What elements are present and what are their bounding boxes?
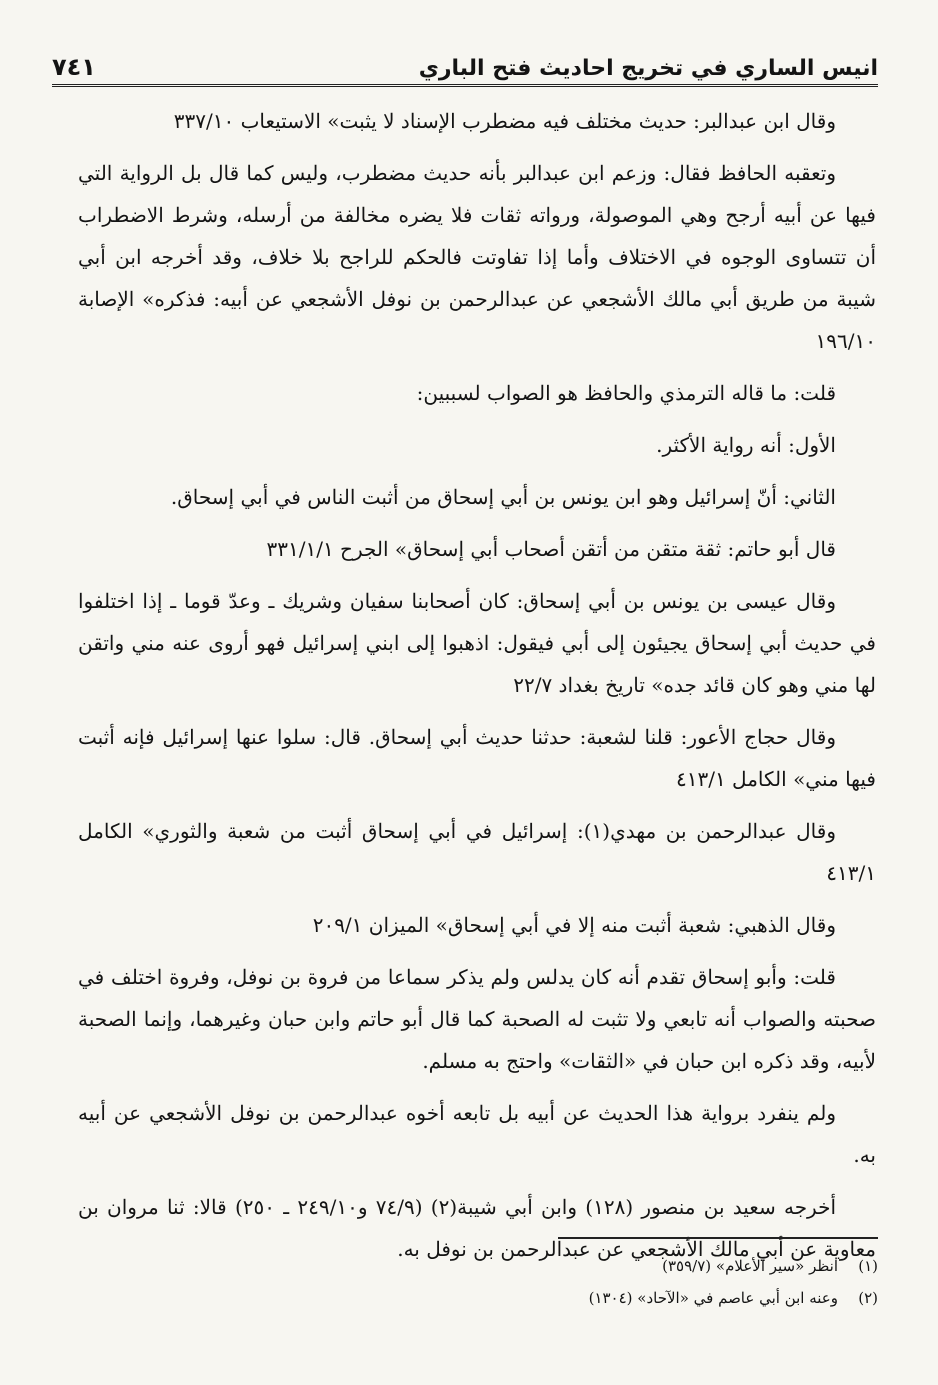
paragraph: ولم ينفرد برواية هذا الحديث عن أبيه بل تابعه أخوه عبدالرحمن بن نوفل الأشجعي عن أبيه به.: [78, 1101, 876, 1167]
main-text: [78, 100, 876, 1280]
paragraph: أخرجه سعيد بن منصور (١٢٨) وابن أبي شيبة(٢) (٧٤/٩ و٢٤٩/١٠ ـ ٢٥٠) قالا: ثنا مروان بن معاوية عن أبي مالك الأشجعي عن عبدالرحمن بن نوفل به.: [78, 1195, 876, 1261]
page-header: [52, 40, 878, 82]
paragraph: وقال عبدالرحمن بن مهدي(١): إسرائيل في أبي إسحاق أثبت من شعبة والثوري» الكامل ٤١٣/١: [78, 819, 876, 885]
footnote-text: انظر «سير الأعلام» (٣٥٩/٧): [662, 1257, 838, 1275]
paragraph: وقال حجاج الأعور: قلنا لشعبة: حدثنا حديث أبي إسحاق. قال: سلوا عنها إسرائيل فإنه أثبت فيها مني» الكامل ٤١٣/١: [78, 725, 876, 791]
header-divider: [52, 84, 878, 87]
paragraph: وقال الذهبي: شعبة أثبت منه إلا في أبي إسحاق» الميزان ٢٠٩/١: [312, 913, 836, 937]
paragraph: الأول: أنه رواية الأكثر.: [656, 433, 836, 457]
running-title: انيس الساري في تخريج احاديث فتح الباري: [418, 55, 878, 81]
paragraph: الثاني: أنّ إسرائيل وهو ابن يونس بن أبي إسحاق من أثبت الناس في أبي إسحاق.: [170, 485, 836, 509]
page-number: ٧٤١: [52, 53, 96, 82]
footnote: [78, 1250, 878, 1282]
paragraph: وتعقبه الحافظ فقال: وزعم ابن عبدالبر بأنه حديث مضطرب، وليس كما قال بل الرواية التي فيها عن أبيه أرجح وهي الموصولة، ورواته ثقات فلا يضره مخالفة من أرسله، وشرط الاضطراب أن تتساوى الوجوه في الاختلاف وأما إذا تفاوتت فالحكم للراجح بلا خلاف، وقد أخرجه ابن أبي شيبة من طريق أبي مالك الأشجعي عن عبدالرحمن بن نوفل الأشجعي عن أبيه: فذكره» الإصابة ١٩٦/١٠: [78, 161, 876, 353]
paragraph: قلت: ما قاله الترمذي والحافظ هو الصواب لسببين:: [416, 381, 836, 405]
footnote-number: (١): [858, 1257, 878, 1275]
footnotes: [78, 1250, 878, 1314]
footnote: [78, 1282, 878, 1314]
paragraph: وقال ابن عبدالبر: حديث مختلف فيه مضطرب الإسناد لا يثبت» الاستيعاب ٣٣٧/١٠: [173, 109, 836, 133]
paragraph: وقال عيسى بن يونس بن أبي إسحاق: كان أصحابنا سفيان وشريك ـ وعدّ قوما ـ إذا اختلفوا في حديث أبي إسحاق يجيئون إلى أبي فيقول: اذهبوا إلى ابني إسرائيل فهو أروى عنه مني واتقن لها مني وهو كان قائد جده» تاريخ بغداد ٢٢/٧: [78, 589, 876, 697]
paragraph: قلت: وأبو إسحاق تقدم أنه كان يدلس ولم يذكر سماعا من فروة بن نوفل، وفروة اختلف في صحبته والصواب أنه تابعي ولا تثبت له الصحبة كما قال أبو حاتم وابن حبان وغيرهما، وإنما الصحبة لأبيه، وقد ذكره ابن حبان في «الثقات» واحتج به مسلم.: [78, 965, 876, 1073]
footnote-text: وعنه ابن أبي عاصم في «الآحاد» (١٣٠٤): [588, 1289, 838, 1307]
footnote-divider: [558, 1237, 878, 1239]
paragraph: قال أبو حاتم: ثقة متقن من أتقن أصحاب أبي إسحاق» الجرح ٣٣١/١/١: [266, 537, 836, 561]
footnote-number: (٢): [858, 1289, 878, 1307]
